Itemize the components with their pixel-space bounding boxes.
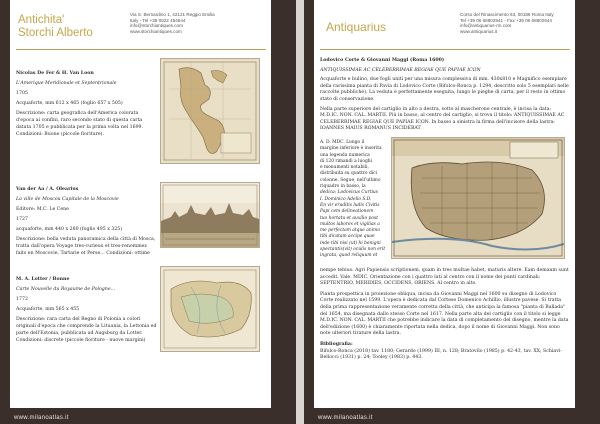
entry-editor: Editore: M.C. Le Cene bbox=[16, 207, 69, 212]
entry-author: M. A. Lotter / Bonne bbox=[16, 277, 70, 282]
right-decorative-band bbox=[575, 0, 600, 424]
entry-technique: Acquaforte, mm 612 x 465 (foglio 657 x 505) bbox=[16, 101, 123, 106]
entry-author: Van der Aa / A. Olearius bbox=[16, 187, 79, 192]
entry-author: Nicolas De Fer & H. Van Loon bbox=[16, 71, 94, 76]
flow-text-column bbox=[320, 140, 388, 260]
left-page-right-band bbox=[271, 0, 296, 424]
email-link[interactable]: info@antiquarius-rm.com bbox=[460, 23, 512, 29]
header-divider bbox=[320, 49, 570, 50]
flow-line: Papi cem delineationem bbox=[320, 209, 374, 215]
brand-line-2: Storchi Alberto bbox=[18, 27, 93, 39]
footer-website-link[interactable]: www.milanoatlas.it bbox=[318, 415, 373, 421]
entry-year: 1705 bbox=[16, 91, 28, 96]
flow-line: distribuita su quattro dici bbox=[320, 171, 378, 177]
address-line: Tel +39 06 68802941 - Fax +39 06 68802944 bbox=[460, 17, 552, 23]
entry-title: Carte Nouvelle du Royaume de Pologne... bbox=[16, 287, 116, 292]
flow-line: colonne. Segue, nell'ultimo bbox=[320, 177, 381, 183]
entry-title: ANTIQUISSIMAE AC CELEBERRIMAE REGIAE QUE PAPIAE ICON bbox=[320, 67, 481, 73]
right-address-block bbox=[460, 12, 554, 34]
flow-line: spectantis(vit) oculis non erit bbox=[320, 247, 386, 253]
left-footer-bar bbox=[0, 408, 296, 424]
pavia-plan-image bbox=[391, 137, 565, 259]
right-catalog-page bbox=[304, 0, 600, 424]
entry-technique: acquaforte, mm 440 x 280 (foglio 495 x 325) bbox=[16, 227, 123, 232]
website-link[interactable]: www.storchiantiques.com bbox=[130, 28, 182, 34]
left-brand-logo bbox=[18, 14, 93, 40]
flow-line: e monumenti notabili, bbox=[320, 165, 369, 171]
flow-line: ingrata, quod reliquum et bbox=[320, 253, 378, 259]
flow-line: A. D. MDC. Lungo il bbox=[320, 140, 365, 145]
flow-line: tuo hortatu et auxilio post bbox=[320, 215, 378, 221]
flow-line: dedica: Lodovicus Curtius bbox=[320, 190, 378, 196]
entry-description: Descrizione: bella veduta panoramica della città di Mosca, tratta dall'opera Voyage tres-curieux et tres-renommez faits en Moscovie, Tartarie et Perse... Condizioni: ottime bbox=[16, 237, 156, 256]
address-line: Italy - Tel +39 0522 454644 bbox=[130, 17, 186, 23]
entry-year: 1772 bbox=[16, 297, 28, 302]
america-map-image bbox=[160, 58, 260, 164]
entry-title: L'Amerique Meridionale et Septentrionale bbox=[16, 81, 117, 86]
website-link[interactable]: www.antiquarius.it bbox=[460, 28, 498, 34]
header-divider bbox=[16, 49, 266, 50]
entry-paragraph: Pianta prospettica in proiezione obliqua, incisa da Giovanni Maggi nel 1600 su disegno di Lodovico Corte realizzato nel 1599. L'opera è dedicata dal Cortese Domenico Achillio, illustre pavese. Si tratta della prima rappresentazione veramente corretta della città, che anticipa la famosa "pianta di Ballada" del 1654, ma disegnata dallo stesso Corte nel 1617. Nella parte alta del cartiglio con il titolo si legge M.D.IC. NON. CAL. MARTII che potrebbe indicare la data di completamento del disegno, mentre la data dell'edizione (1600) è chiaramente riportata nella dedica, dopo il nome di Giovanni Maggi. Non sono note ulteriori tirature della lastra. bbox=[320, 291, 569, 337]
entry-paragraph: Nella parte superiore del cartiglio in alto a destra, sotto al mascherone centrale, è incisa la data: M.D.IC. NON. CAL. MARTII. Più in basso, al centro del cartiglio, si trova il titolo: ANTIQUISSIMAE AC CELEBERRIMAE REGIAE QUE PAPIAE ICON. In basso a sinistra la firma dell'incisore della lastra: IOANNES MAIUS ROMANUS INCIDEBAT bbox=[320, 106, 565, 132]
pavia-entry-body bbox=[320, 268, 570, 362]
flow-line: una legenda numerica bbox=[320, 152, 370, 158]
entry-paragraph: Acquaforte e bulino, due fogli uniti per una misura complessiva di mm. 430x810 e Magnifico esemplare della rarissima pianta di Pavia di Lodovico Corte (Bifolco-Ronca p. 1294, descritto solo 5 esemplari nelle raccolte pubbliche). La veduta è perfettamente eseguita, lungo le pieghe di carta, per il resto in ottimo stato di conservazione. bbox=[320, 77, 569, 102]
bibliography-text: Bifolco-Ronca (2018) tav. 1180; Gerardo (1999) III, n. 128; Bratovilo (1985) p. 42-43, tav. XX; Schiavi-Bellocci (1931) p. 24; Tooley (1983) p. 443. bbox=[320, 348, 562, 361]
right-page-left-band bbox=[304, 0, 314, 424]
flow-line: multos labores et vigilias a bbox=[320, 221, 380, 227]
flow-line: riquadro in basso, la bbox=[320, 184, 366, 190]
address-line: Via S. Bernardino 1, 42121 Reggio Emilia bbox=[130, 12, 215, 17]
brand-line-1: Antichita' bbox=[18, 14, 65, 26]
catalog-entry-america bbox=[16, 70, 158, 141]
catalog-entry-poland bbox=[16, 276, 158, 347]
flow-line: tibi dicatam accipe quae bbox=[320, 234, 375, 240]
left-catalog-page bbox=[0, 0, 296, 424]
moscow-view-image bbox=[160, 182, 260, 248]
bibliography-label: Bibliografia: bbox=[320, 341, 353, 347]
pavia-entry-header bbox=[320, 58, 570, 133]
catalog-entry-moscow bbox=[16, 186, 158, 260]
flow-line: En vir eruditis ludis Civitis bbox=[320, 202, 380, 208]
entry-technique: Acquaforte, mm 565 x 455 bbox=[16, 307, 80, 312]
entry-year: 1727 bbox=[16, 217, 28, 222]
flow-line: I. Dominico Adelio S.D. bbox=[320, 196, 372, 202]
right-footer-bar bbox=[304, 408, 600, 424]
flow-line: inde tibi nisi (ut) hi benigni bbox=[320, 240, 381, 246]
entry-author: Lodovico Corte & Giovanni Maggi (Roma 1600) bbox=[320, 58, 445, 63]
entry-description: Descrizione: carta geografica dell'America colorata d'epoca ai confini, raro secondo stato di questa carta datata 1705 e pubblicata per la prima volta nel 1699. Condizioni: Buone (piccole fioriture). bbox=[16, 111, 144, 137]
entry-paragraph: nempe tebius. Agri Papiensis scriptionem, quam in tres multae habet, maturis altere. Eam demaum sunt accedit. Vale. MDIC. Orientazione con i quattro lati al centro con il nome dei punti cardinali: SEPTENTRIO, MERIDIES, OCCIDENS, ORIENS. Al centro in alto. bbox=[320, 268, 569, 287]
footer-website-link[interactable]: www.milanoatlas.it bbox=[14, 415, 69, 421]
page-gutter bbox=[296, 0, 304, 424]
email-link[interactable]: info@storchiantiques.com bbox=[130, 23, 183, 29]
poland-map-image bbox=[160, 266, 260, 352]
entry-title: La ville de Moscou Capitale de la Moscovie bbox=[16, 197, 119, 202]
flow-line: di 120 rimandi a luoghi bbox=[320, 158, 373, 164]
flow-line: margine inferiore è inserita bbox=[320, 146, 382, 152]
flow-line: me perfectam atque animo bbox=[320, 228, 380, 234]
right-brand-logo: Antiquarius bbox=[326, 20, 387, 34]
left-decorative-band bbox=[0, 0, 10, 424]
address-line: Corso del Rinascimento 63, 00186 Roma Italy bbox=[460, 12, 554, 17]
entry-description: Descrizione: rara carta del Regno di Polonia a colori originali d'epoca che comprende la Lituania, la Lettonia ed parte dell'Estonia, pubblicata ad Augsburg da Lotter. Condizioni: discrete (piccole fioriture - nuove margini) bbox=[16, 317, 157, 343]
left-address-block bbox=[130, 12, 215, 34]
